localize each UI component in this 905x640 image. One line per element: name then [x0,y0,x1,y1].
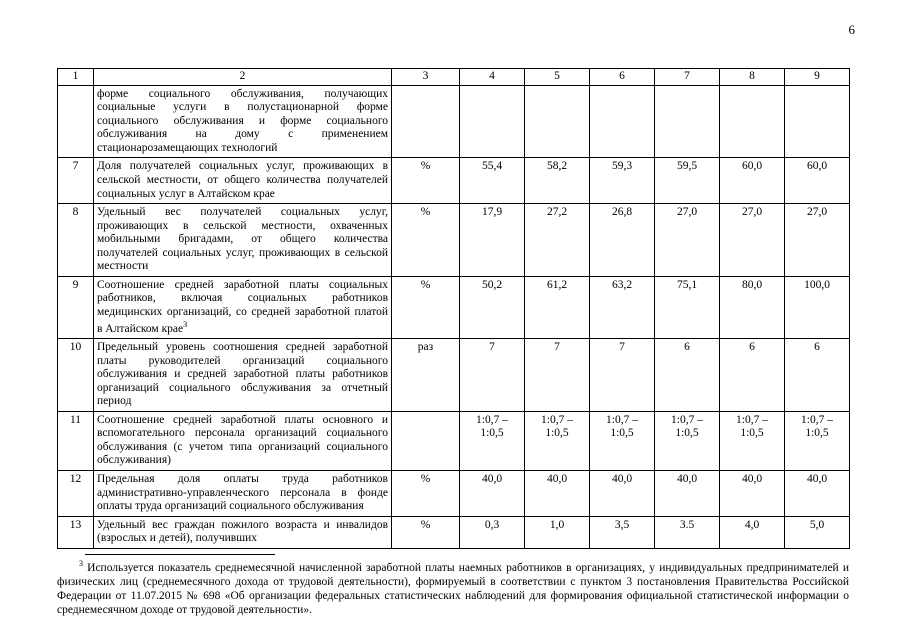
row-value: 80,0 [720,276,785,338]
row-value: 55,4 [460,158,525,204]
column-header: 7 [655,69,720,86]
footnote-reference: 3 [183,319,188,329]
row-value: 7 [525,338,590,411]
indicators-table-container [57,68,849,549]
row-value: 6 [720,338,785,411]
footnote-marker: 3 [79,559,83,568]
row-unit: % [392,516,460,548]
row-number: 13 [58,516,94,548]
row-number: 7 [58,158,94,204]
row-value: 40,0 [785,471,850,517]
column-header: 5 [525,69,590,86]
row-value: 61,2 [525,276,590,338]
table-row [58,516,850,548]
row-value: 1,0 [525,516,590,548]
row-value: 6 [785,338,850,411]
row-value: 27,2 [525,204,590,277]
row-value: 1:0,7 – 1:0,5 [460,411,525,470]
table-row [58,276,850,338]
column-header: 9 [785,69,850,86]
row-number: 11 [58,411,94,470]
table-row [58,471,850,517]
row-value: 1:0,7 – 1:0,5 [655,411,720,470]
row-value: 40,0 [655,471,720,517]
row-value: 7 [590,338,655,411]
row-value: 60,0 [720,158,785,204]
row-indicator-name: форме социального обслуживания, получающих социальные услуги в полустационарной форме социального обслуживания и форме социального обслуживания на дому с применением стационарозамещающих технологий [94,85,392,158]
column-header: 2 [94,69,392,86]
row-value: 0,3 [460,516,525,548]
indicators-table [57,68,850,549]
column-header: 6 [590,69,655,86]
row-indicator-name: Соотношение средней заработной платы основного и вспомогательного персонала организаций социального обслуживания (с учетом типа организаций социального обслуживания) [94,411,392,470]
row-value: 7 [460,338,525,411]
column-header: 8 [720,69,785,86]
row-value: 1:0,7 – 1:0,5 [590,411,655,470]
row-value: 3,5 [590,516,655,548]
row-value [720,85,785,158]
row-indicator-name: Предельный уровень соотношения средней заработной платы руководителей организаций социального обслуживания и средней заработной платы работников организаций социального обслуживания за отчетный период [94,338,392,411]
footnote-text-container [57,559,849,617]
column-header: 4 [460,69,525,86]
row-value: 40,0 [460,471,525,517]
row-value: 40,0 [525,471,590,517]
table-row [58,158,850,204]
row-value: 58,2 [525,158,590,204]
row-value: 60,0 [785,158,850,204]
row-value: 3.5 [655,516,720,548]
footnote-text: Используется показатель среднемесячной начисленной заработной платы наемных работников в организациях, у индивидуальных предпринимателей и физических лиц (среднемесячного дохода от трудовой деятельности), формируемый в соответствии с пунктом 3 постановления Правительства Российской Федерации от 11.07.2015 № 698 «Об организации федеральных статистических наблюдений для формирования официальной статистической информации о среднемесячном доходе от трудовой деятельности». [57,561,849,616]
row-indicator-text: Соотношение средней заработной платы социальных работников, включая социальных работников медицинских организаций, со средней заработной платой в Алтайском крае [97,278,388,335]
footnote-divider [85,554,275,555]
row-value: 50,2 [460,276,525,338]
row-value: 26,8 [590,204,655,277]
row-indicator-name: Предельная доля оплаты труда работников административно-управленческого персонала в фонде оплаты труда организаций социального обслуживания [94,471,392,517]
row-value: 59,5 [655,158,720,204]
row-value: 100,0 [785,276,850,338]
row-value [460,85,525,158]
row-number: 10 [58,338,94,411]
row-number: 9 [58,276,94,338]
row-unit: % [392,204,460,277]
row-value: 27,0 [720,204,785,277]
row-indicator-name: Удельный вес получателей социальных услуг, проживающих в сельской местности, охваченных мобильными бригадами, от общего количества получателей социальных услуг, проживающих в сельской местности [94,204,392,277]
row-unit: раз [392,338,460,411]
row-indicator-name: Доля получателей социальных услуг, проживающих в сельской местности, от общего количества получателей социальных услуг в Алтайском крае [94,158,392,204]
row-value [590,85,655,158]
row-number: 12 [58,471,94,517]
table-row [58,85,850,158]
column-header: 1 [58,69,94,86]
row-value: 75,1 [655,276,720,338]
row-unit [392,85,460,158]
table-row [58,338,850,411]
row-value: 27,0 [785,204,850,277]
table-row [58,411,850,470]
footnote-block [57,554,849,617]
row-number: 8 [58,204,94,277]
row-unit: % [392,158,460,204]
row-value: 59,3 [590,158,655,204]
row-value: 6 [655,338,720,411]
row-unit: % [392,471,460,517]
row-value: 1:0,7 – 1:0,5 [525,411,590,470]
row-value: 1:0,7 – 1:0,5 [720,411,785,470]
page-number: 6 [848,22,855,37]
table-header-row [58,69,850,86]
row-unit [392,411,460,470]
table-row [58,204,850,277]
row-indicator-name [94,276,392,338]
row-unit: % [392,276,460,338]
column-header: 3 [392,69,460,86]
row-value: 27,0 [655,204,720,277]
row-value: 40,0 [720,471,785,517]
row-value: 17,9 [460,204,525,277]
row-value: 4,0 [720,516,785,548]
row-number [58,85,94,158]
row-value: 40,0 [590,471,655,517]
row-value: 1:0,7 – 1:0,5 [785,411,850,470]
row-value: 63,2 [590,276,655,338]
row-value: 5,0 [785,516,850,548]
row-value [525,85,590,158]
row-value [785,85,850,158]
row-indicator-name: Удельный вес граждан пожилого возраста и инвалидов (взрослых и детей), получивших [94,516,392,548]
row-value [655,85,720,158]
